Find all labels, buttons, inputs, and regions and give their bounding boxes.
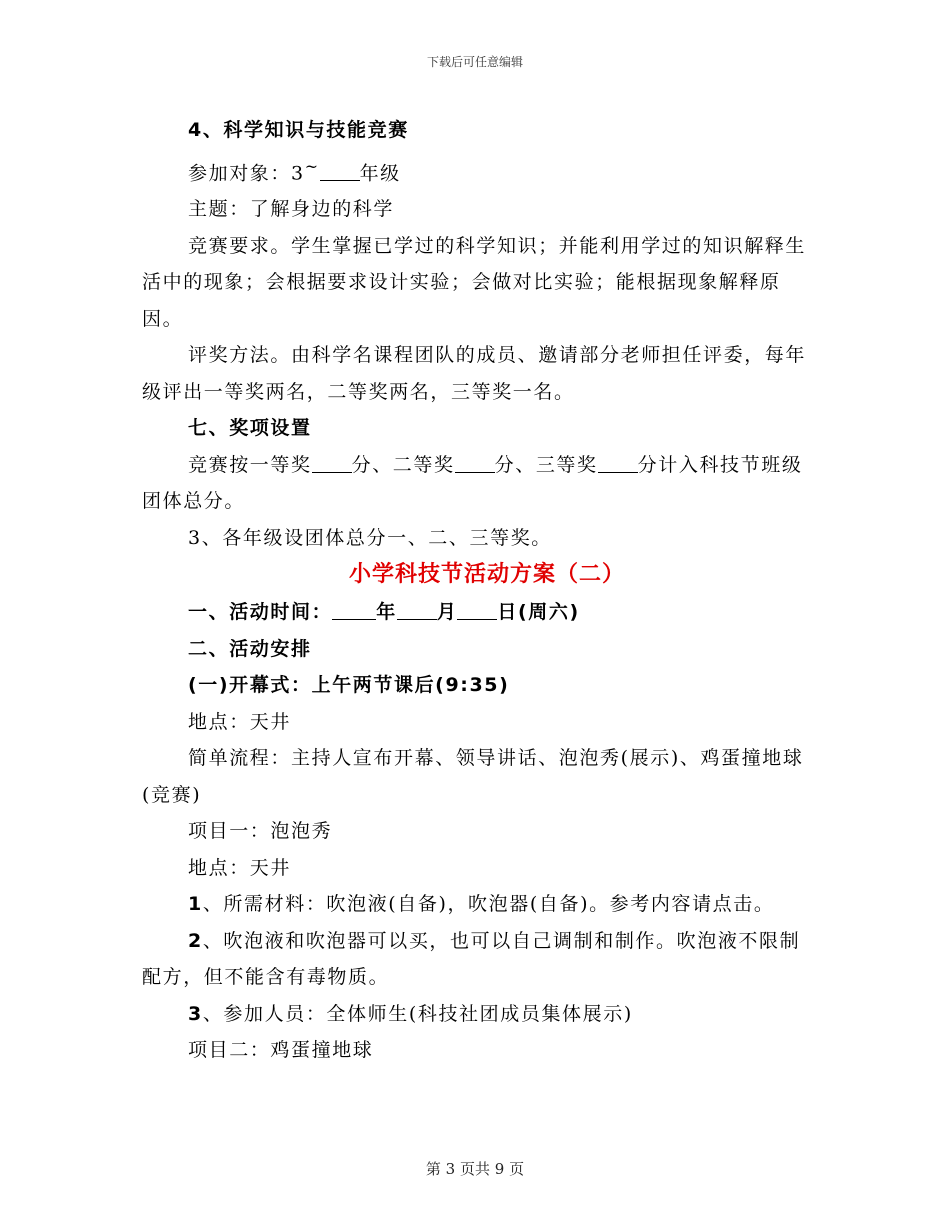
- fill-blank: [457, 599, 497, 620]
- activity-time: 一、活动时间： 年 月 日(周六): [188, 601, 580, 624]
- fill-blank: [312, 452, 352, 473]
- buy-item: 2、吹泡液和吹泡器可以买，也可以自己调制和制作。吹泡液不限制配方，但不能含有毒物质。: [142, 929, 801, 989]
- ceremony-flow: 简单流程：主持人宣布开幕、领导讲话、泡泡秀(展示)、鸡蛋撞地球(竞赛): [142, 747, 804, 806]
- item4-judging: 评奖方法。由科学名课程团队的成员、邀请部分老师担任评委，每年级评出一等奖两名，二等奖两名，三等奖一名。: [142, 344, 807, 403]
- fill-blank: [455, 452, 495, 473]
- page-header: 下载后可任意编辑: [426, 55, 523, 69]
- fill-blank: [332, 599, 376, 620]
- participants-item: 3、参加人员：全体师生(科技社团成员集体展示): [188, 1002, 633, 1025]
- item4-target: 参加对象：3~ 年级: [188, 156, 401, 184]
- item4-requirement: 竞赛要求。学生掌握已学过的科学知识；并能利用学过的知识解释生活中的现象；会根据要求设计实验；会做对比实验；能根据现象解释原因。: [142, 234, 807, 330]
- project-2: 项目二：鸡蛋撞地球: [188, 1039, 374, 1062]
- materials-item: 1、所需材料：吹泡液(自备)，吹泡器(自备)。参考内容请点击。: [188, 893, 775, 916]
- location-1: 地点：天井: [188, 710, 292, 733]
- document-body: [142, 112, 812, 1069]
- fill-blank: [320, 160, 360, 181]
- page-footer: 第 3 页共 9 页: [425, 1160, 525, 1178]
- section7-title: 七、奖项设置: [188, 417, 312, 440]
- location-2: 地点：天井: [188, 856, 292, 879]
- item3-text: 3、各年级设团体总分一、二、三等奖。: [188, 526, 552, 549]
- section-title: 小学科技节活动方案（二）: [348, 562, 625, 588]
- fill-blank: [598, 452, 638, 473]
- fill-blank: [397, 599, 437, 620]
- opening-ceremony: (一)开幕式：上午两节课后(9:35): [188, 674, 510, 697]
- section7-text: 竞赛按一等奖 分、二等奖 分、三等奖 分计入科技节班级团体总分。: [142, 453, 803, 513]
- project-1: 项目一：泡泡秀: [188, 820, 333, 843]
- item4-title: 4、科学知识与技能竞赛: [188, 119, 409, 141]
- arrangement-title: 二、活动安排: [188, 637, 312, 660]
- item4-theme: 主题：了解身边的科学: [188, 198, 395, 221]
